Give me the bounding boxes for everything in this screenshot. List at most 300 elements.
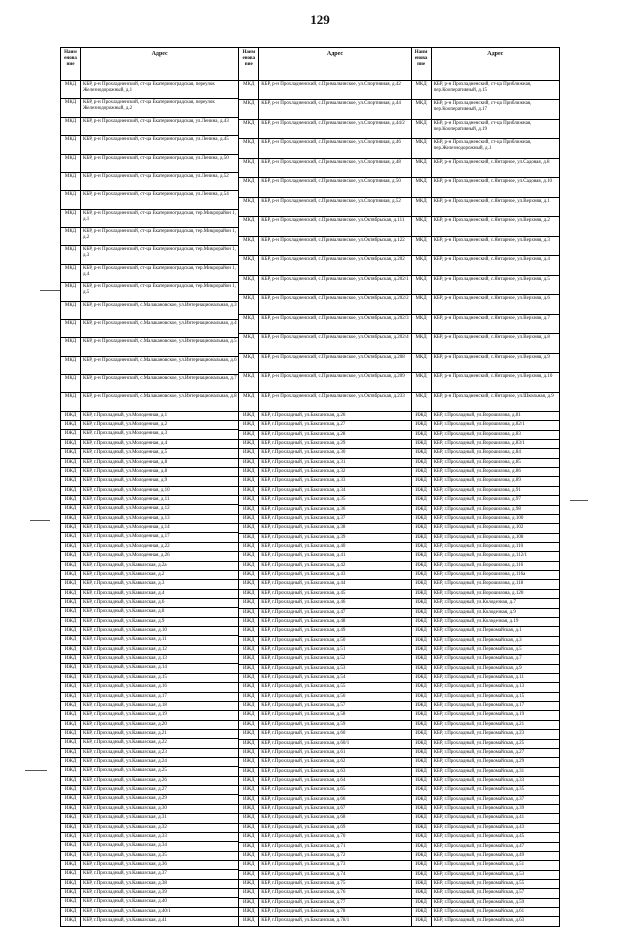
address-cell: КБР, р-н Прохладненский, ст-ца Екатериноградская, переулок Железнодорожный, д.2 (83, 100, 215, 112)
address-cell: КБР, р-н Прохладненский, с.Малакановское, ул.Интернациональная, д.3 (83, 302, 237, 308)
kind-cell: ИЖД (239, 843, 259, 851)
address-cell: КБР, г.Прохладный, ул.Молоденная, д.22 (83, 543, 170, 549)
address-cell: КБР, г.Прохладный, ул.Ворошилова, д.100 (433, 515, 524, 521)
kind-cell: ИЖД (239, 824, 259, 832)
table-row (61, 805, 238, 814)
address-cell: КБР, р-н Прохладненский, с.Янтарное, ул.Верхняя, д.6 (433, 296, 550, 302)
table-row (239, 421, 410, 430)
address-cell: КБР, г.Прохладный, ул.Первомайская, д.45 (433, 834, 525, 840)
address-cell: КБР, г.Прохладный, ул.Колодезная, д.7 (433, 600, 516, 606)
kind-cell: ИЖД (239, 506, 259, 514)
table-row (239, 683, 410, 692)
address-cell: КБР, г.Прохладный, ул.Кавказская, д.36 (83, 862, 167, 867)
margin-mark (40, 290, 60, 291)
kind-cell: МКД (412, 120, 432, 138)
address-cell: КБР, г.Прохладный, ул.Ворошилова, д.112/1 (433, 553, 528, 559)
kind-cell: ИЖД (412, 833, 432, 841)
table-row (61, 412, 238, 421)
table-row (412, 599, 559, 608)
table-row (239, 543, 410, 552)
address-cell: КБР, р-н Прохладненский, с.Янтарное, ул.Верхняя, д.1 (433, 198, 550, 204)
table-row (239, 477, 410, 486)
table-row (239, 139, 410, 158)
address-cell: КБР, р-н Прохладненский, с.Янтарное, ул.Верхняя, д.10 (433, 374, 553, 380)
kind-cell: ИЖД (239, 646, 259, 654)
kind-cell: ИЖД (239, 852, 259, 860)
kind-cell: ИЖД (61, 814, 81, 822)
kind-cell: ИЖД (61, 664, 81, 672)
address-cell: КБР, г.Прохладный, ул.Кавказская, д.33 (83, 833, 167, 839)
address-cell: КБР, г.Прохладный, ул.Кавказская, д.11 (83, 637, 167, 643)
kind-cell: ИЖД (412, 449, 432, 457)
kind-cell: ИЖД (412, 721, 432, 729)
table-row (239, 730, 410, 739)
table-row (239, 459, 410, 468)
address-cell: КБР, г.Прохладный, ул.Колодезная, д.9 (433, 609, 516, 615)
address-cell: КБР, г.Прохладный, ул.Кавказская, д.16 (83, 684, 167, 690)
address-cell: КБР, г.Прохладный, ул.Первомайская, д.11 (433, 675, 524, 681)
table-row (61, 302, 238, 320)
address-table (60, 47, 560, 927)
table-row (61, 357, 238, 375)
header-kind: Наим енова ние (239, 48, 259, 80)
address-cell: КБР, г.Прохладный, ул.Баксанская, д.47 (261, 609, 346, 615)
table-row (412, 562, 559, 571)
kind-cell: ИЖД (61, 608, 81, 616)
table-row (412, 421, 559, 430)
table-row (61, 608, 238, 617)
kind-cell: ИЖД (412, 702, 432, 710)
kind-cell: ИЖД (61, 655, 81, 663)
table-row (412, 393, 559, 412)
address-cell: КБР, г.Прохладный, ул.Кавказская, д.2а (83, 562, 167, 568)
table-row (61, 393, 238, 411)
table-row (412, 515, 559, 524)
table-row (239, 552, 410, 561)
table-row (61, 81, 238, 99)
address-cell: КБР, г.Прохладный, ул.Баксанская, д.31 (261, 459, 346, 465)
table-column-2 (239, 47, 411, 927)
kind-cell: МКД (61, 155, 81, 172)
header-address: Адрес (487, 51, 504, 57)
kind-cell: ИЖД (61, 487, 81, 495)
kind-cell: ИЖД (61, 861, 81, 869)
kind-cell: ИЖД (412, 843, 432, 851)
address-cell: КБР, р-н Прохладненский, ст-ца Приближная, пер.Железнодорожный, д.1 (433, 140, 532, 152)
kind-cell: ИЖД (61, 459, 81, 467)
table-row (412, 749, 559, 758)
address-cell: КБР, г.Прохладный, ул.Баксанская, д.69 (261, 824, 346, 830)
kind-cell: ИЖД (239, 431, 259, 439)
table-row (412, 139, 559, 158)
kind-cell: МКД (61, 81, 81, 98)
address-cell: КБР, г.Прохладный, ул.Ворошилова, д.120 (433, 590, 524, 596)
address-cell: КБР, р-н Прохладненский, ст-ца Екатериноградская, ул.Ленина, д.52 (83, 173, 229, 179)
address-cell: КБР, г.Прохладный, ул.Первомайская, д.21 (433, 721, 525, 727)
kind-cell: ИЖД (412, 487, 432, 495)
kind-cell: ИЖД (239, 627, 259, 635)
kind-cell: ИЖД (61, 693, 81, 701)
address-cell: КБР, г.Прохладный, ул.Кавказская, д.29 (83, 796, 167, 802)
kind-cell: МКД (412, 256, 432, 274)
kind-cell: МКД (61, 265, 81, 282)
table-row (239, 833, 410, 842)
address-cell: КБР, г.Прохладный, ул.Первомайская, д.59 (433, 899, 525, 905)
table-row (412, 100, 559, 119)
kind-cell: МКД (239, 256, 259, 274)
table-row (412, 824, 559, 833)
kind-cell: ИЖД (239, 665, 259, 673)
table-row (412, 777, 559, 786)
table-row (239, 496, 410, 505)
address-cell: КБР, р-н Прохладненский, с.Янтарное, ул.Верхняя, д.8 (433, 335, 550, 341)
address-cell: КБР, г.Прохладный, ул.Баксанская, д.70 (261, 834, 346, 840)
kind-cell: МКД (61, 302, 81, 319)
table-row (239, 740, 410, 749)
address-cell: КБР, г.Прохладный, ул.Кавказская, д.40 (83, 899, 167, 905)
address-cell: КБР, г.Прохладный, ул.Первомайская, д.49 (433, 852, 525, 858)
table-row (61, 908, 238, 917)
table-row (412, 468, 559, 477)
kind-cell: ИЖД (412, 796, 432, 804)
kind-cell: ИЖД (61, 824, 81, 832)
table-row (239, 237, 410, 256)
table-row (412, 459, 559, 468)
kind-cell: ИЖД (412, 496, 432, 504)
address-cell: КБР, г.Прохладный, ул.Кавказская, д.14 (83, 665, 167, 671)
address-cell: КБР, г.Прохладный, ул.Баксанская, д.29 (261, 441, 346, 447)
address-cell: КБР, г.Прохладный, ул.Баксанская, д.59 (261, 721, 346, 727)
address-cell: КБР, г.Прохладный, ул.Колодезная, д.19 (433, 618, 519, 624)
table-row (239, 627, 410, 636)
kind-cell: ИЖД (412, 908, 432, 916)
address-cell: КБР, г.Прохладный, ул.Ворошилова, д.82/1 (433, 422, 525, 428)
kind-cell: МКД (412, 393, 432, 411)
address-cell: КБР, г.Прохладный, ул.Молоденная, д.1 (83, 412, 168, 418)
kind-cell: ИЖД (61, 758, 81, 766)
address-cell: КБР, г.Прохладный, ул.Баксанская, д.63 (261, 768, 346, 774)
address-cell: КБР, г.Прохладный, ул.Ворошилова, д.85 (433, 459, 521, 465)
table-row (61, 683, 238, 692)
kind-cell: ИЖД (412, 627, 432, 635)
kind-cell: ИЖД (61, 749, 81, 757)
address-cell: КБР, р-н Прохладненский, с.Прималкинское, ул.Октябрьская, д.202/2 (261, 296, 409, 302)
table-row (412, 674, 559, 683)
kind-cell: ИЖД (61, 683, 81, 691)
address-cell: КБР, г.Прохладный, ул.Кавказская, д.12 (83, 646, 167, 652)
kind-cell: ИЖД (412, 889, 432, 897)
address-cell: КБР, г.Прохладный, ул.Ворошилова, д.102 (433, 525, 524, 531)
table-row (412, 81, 559, 100)
kind-cell: ИЖД (239, 917, 259, 925)
table-row (61, 191, 238, 209)
kind-cell: ИЖД (412, 412, 432, 420)
table-row (61, 459, 238, 468)
address-cell: КБР, г.Прохладный, ул.Молоденная, д.9 (83, 478, 168, 484)
address-cell: КБР, г.Прохладный, ул.Ворошилова, д.116 (433, 562, 524, 568)
kind-cell: ИЖД (61, 917, 81, 925)
table-row (239, 917, 410, 926)
address-cell: КБР, г.Прохладный, ул.Первомайская, д.31 (433, 768, 525, 774)
address-cell: КБР, г.Прохладный, ул.Первомайская, д.47 (433, 843, 525, 849)
address-cell: КБР, г.Прохладный, ул.Молоденная, д.3 (83, 431, 168, 437)
address-cell: КБР, г.Прохладный, ул.Ворошилова, д.116а (433, 572, 526, 578)
kind-cell: ИЖД (61, 833, 81, 841)
address-cell: КБР, г.Прохладный, ул.Первомайская, д.27 (433, 749, 525, 755)
table-row (239, 440, 410, 449)
address-cell: КБР, г.Прохладный, ул.Баксанская, д.62 (261, 759, 346, 765)
table-row (239, 786, 410, 795)
address-cell: КБР, г.Прохладный, ул.Баксанская, д.28 (261, 431, 346, 437)
table-row (412, 477, 559, 486)
table-row (412, 768, 559, 777)
table-row (61, 320, 238, 338)
kind-cell: МКД (239, 159, 259, 177)
kind-cell: ИЖД (61, 477, 81, 485)
table-row (412, 786, 559, 795)
address-cell: КБР, г.Прохладный, ул.Кавказская, д.30 (83, 805, 167, 811)
table-row (412, 159, 559, 178)
table-row (239, 609, 410, 618)
table-header (239, 47, 410, 81)
kind-cell: ИЖД (61, 618, 81, 626)
address-cell: КБР, г.Прохладный, ул.Баксанская, д.64 (261, 777, 346, 783)
table-row (239, 749, 410, 758)
address-cell: КБР, г.Прохладный, ул.Кавказская, д.18 (83, 702, 167, 708)
address-cell: КБР, г.Прохладный, ул.Баксанская, д.60 (261, 731, 346, 737)
kind-cell: ИЖД (412, 730, 432, 738)
address-cell: КБР, г.Прохладный, ул.Баксанская, д.57 (261, 703, 346, 709)
kind-cell: ИЖД (239, 740, 259, 748)
table-row (412, 373, 559, 392)
address-cell: КБР, г.Прохладный, ул.Первомайская, д.57 (433, 890, 525, 896)
table-row (239, 618, 410, 627)
table-row (61, 468, 238, 477)
kind-cell: ИЖД (239, 459, 259, 467)
address-cell: КБР, г.Прохладный, ул.Кавказская, д.20 (83, 721, 167, 727)
address-cell: КБР, р-н Прохладненский, с.Малакановское, ул.Интернациональная, д.8 (83, 394, 237, 400)
table-row (61, 824, 238, 833)
address-cell: КБР, г.Прохладный, ул.Ворошилова, д.110 (433, 544, 524, 549)
address-cell: КБР, г.Прохладный, ул.Первомайская, д.7 (433, 656, 522, 662)
table-row (61, 814, 238, 823)
address-cell: КБР, г.Прохладный, ул.Молоденная, д.11 (83, 496, 170, 502)
kind-cell: ИЖД (239, 899, 259, 907)
address-cell: КБР, г.Прохладный, ул.Баксанская, д.71 (261, 843, 346, 849)
kind-cell: ИЖД (61, 880, 81, 888)
address-cell: КБР, г.Прохладный, ул.Баксанская, д.40 (261, 544, 346, 549)
address-cell: КБР, г.Прохладный, ул.Кавказская, д.38 (83, 880, 167, 886)
table-row (239, 256, 410, 275)
address-cell: КБР, г.Прохладный, ул.Баксанская, д.27 (261, 422, 346, 428)
header-address: Адрес (326, 51, 343, 57)
kind-cell: МКД (61, 283, 81, 300)
table-row (239, 693, 410, 702)
kind-cell: ИЖД (239, 440, 259, 448)
kind-cell: ИЖД (61, 533, 81, 541)
kind-cell: МКД (412, 178, 432, 196)
kind-cell: МКД (239, 276, 259, 294)
table-row (61, 562, 238, 571)
address-cell: КБР, г.Прохладный, ул.Первомайская, д.19 (433, 712, 525, 718)
kind-cell: ИЖД (61, 674, 81, 682)
kind-cell: МКД (61, 173, 81, 190)
kind-cell: МКД (239, 100, 259, 118)
kind-cell: ИЖД (412, 899, 432, 907)
table-row (412, 655, 559, 664)
table-row (239, 861, 410, 870)
table-row (61, 786, 238, 795)
address-cell: КБР, р-н Прохладненский, с.Прималкинское, ул.Октябрьская, д.233 (261, 393, 405, 399)
kind-cell: ИЖД (412, 637, 432, 645)
address-cell: КБР, г.Прохладный, ул.Баксанская, д.76 (261, 890, 346, 896)
table-row (239, 524, 410, 533)
table-row (412, 580, 559, 589)
address-cell: КБР, г.Прохладный, ул.Баксанская, д.43 (261, 572, 346, 578)
table-row (239, 295, 410, 314)
address-cell: КБР, р-н Прохладненский, с.Прималкинское, ул.Спортивная, д.46 (261, 140, 401, 146)
address-cell: КБР, р-н Прохладненский, с.Прималкинское, ул.Октябрьская, д.111 (261, 218, 405, 224)
address-cell: КБР, г.Прохладный, ул.Баксанская, д.66 (261, 796, 346, 802)
table-row (61, 655, 238, 664)
kind-cell: ИЖД (412, 758, 432, 766)
address-cell: КБР, г.Прохладный, ул.Кавказская, д.3 (83, 581, 165, 587)
kind-cell: ИЖД (412, 777, 432, 785)
address-cell: КБР, г.Прохладный, ул.Молоденная, д.17 (83, 534, 170, 540)
table-row (412, 852, 559, 861)
address-cell: КБР, р-н Прохладненский, ст-ца Екатериноградская, переулок Железнодорожный, д.1 (83, 82, 215, 93)
address-cell: КБР, р-н Прохладненский, с.Янтарное, ул.Садовая, д.10 (433, 179, 552, 185)
address-cell: КБР, г.Прохладный, ул.Молоденная, д.26 (83, 553, 170, 559)
address-cell: КБР, р-н Прохладненский, ст-ца Екатериноградская, тер.Микрорайон 1, д.4 (83, 265, 236, 277)
address-cell: КБР, р-н Прохладненский, ст-ца Екатериноградская, ул.Ленина, д.43 (83, 118, 229, 124)
table-row (61, 870, 238, 879)
kind-cell: ИЖД (61, 580, 81, 588)
kind-cell: ИЖД (239, 908, 259, 916)
address-cell: КБР, р-н Прохладненский, с.Прималкинское, ул.Спортивная, д.52 (261, 198, 401, 204)
table-row (412, 889, 559, 898)
kind-cell: ИЖД (239, 730, 259, 738)
table-row (239, 777, 410, 786)
address-cell: КБР, г.Прохладный, ул.Баксанская, д.39 (261, 534, 346, 540)
table-row (239, 178, 410, 197)
table-row (412, 590, 559, 599)
address-cell: КБР, р-н Прохладненский, с.Янтарное, ул.Верхняя, д.5 (433, 276, 550, 282)
table-row (61, 795, 238, 804)
table-row (61, 590, 238, 599)
kind-cell: ИЖД (61, 702, 81, 710)
kind-cell: ИЖД (239, 468, 259, 476)
table-row (61, 636, 238, 645)
kind-cell: ИЖД (61, 552, 81, 560)
header-kind: Наим енова ние (412, 48, 432, 80)
kind-cell: МКД (61, 375, 81, 392)
table-row (412, 843, 559, 852)
address-cell: КБР, г.Прохладный, ул.Молоденная, д.2 (83, 422, 168, 428)
address-cell: КБР, г.Прохладный, ул.Ворошилова, д.108 (433, 534, 524, 540)
address-cell: КБР, г.Прохладный, ул.Баксанская, д.58 (261, 712, 346, 718)
table-row (61, 767, 238, 776)
address-cell: КБР, г.Прохладный, ул.Баксанская, д.77 (261, 899, 346, 905)
address-cell: КБР, р-н Прохладненский, с.Янтарное, ул.Верхняя, д.4 (433, 257, 550, 263)
address-cell: КБР, г.Прохладный, ул.Первомайская, д.29 (433, 759, 525, 765)
kind-cell: ИЖД (239, 609, 259, 617)
table-row (61, 552, 238, 561)
kind-cell: ИЖД (239, 889, 259, 897)
address-cell: КБР, р-н Прохладненский, ст-ца Екатериноградская, ул.Ленина, д.54 (83, 192, 229, 198)
address-cell: КБР, г.Прохладный, ул.Молоденная, д.5 (83, 450, 168, 456)
kind-cell: ИЖД (412, 562, 432, 570)
table-row (239, 852, 410, 861)
kind-cell: ИЖД (61, 842, 81, 850)
address-cell: КБР, г.Прохладный, ул.Кавказская, д.22 (83, 740, 167, 746)
address-cell: КБР, р-н Прохладненский, ст-ца Екатериноградская, тер.Микрорайон 1, д.3 (83, 247, 236, 259)
address-cell: КБР, р-н Прохладненский, с.Прималкинское, ул.Октябрьская, д.208 (261, 354, 405, 360)
kind-cell: ИЖД (239, 758, 259, 766)
address-cell: КБР, г.Прохладный, ул.Кавказская, д.2 (83, 571, 165, 577)
kind-cell: МКД (239, 178, 259, 196)
address-cell: КБР, г.Прохладный, ул.Кавказская, д.6 (83, 599, 165, 605)
address-cell: КБР, г.Прохладный, ул.Баксанская, д.35 (261, 497, 346, 503)
table-row (61, 283, 238, 301)
kind-cell: ИЖД (239, 693, 259, 701)
address-cell: КБР, г.Прохладный, ул.Первомайская, д.13 (433, 684, 525, 690)
page-number: 129 (310, 12, 330, 27)
table-row (61, 880, 238, 889)
address-cell: КБР, р-н Прохладненский, ст-ца Приближная, пер.Кооперативный, д.15 (433, 82, 532, 93)
kind-cell: ИЖД (412, 768, 432, 776)
table-row (239, 515, 410, 524)
kind-cell: МКД (61, 136, 81, 153)
kind-cell: ИЖД (412, 506, 432, 514)
table-row (61, 739, 238, 748)
table-row (239, 655, 410, 664)
kind-cell: ИЖД (239, 562, 259, 570)
table-row (412, 496, 559, 505)
table-row (412, 646, 559, 655)
table-row (412, 627, 559, 636)
kind-cell: ИЖД (412, 599, 432, 607)
address-cell: КБР, г.Прохладный, ул.Кавказская, д.34 (83, 843, 167, 849)
address-cell: КБР, р-н Прохладненский, с.Янтарное, ул.Верхняя, д.3 (433, 237, 550, 243)
table-row (239, 354, 410, 373)
address-cell: КБР, г.Прохладный, ул.Баксанская, д.67 (261, 806, 346, 812)
kind-cell: ИЖД (412, 740, 432, 748)
address-cell: КБР, г.Прохладный, ул.Кавказская, д.4 (83, 590, 165, 596)
kind-cell: ИЖД (61, 739, 81, 747)
table-row (412, 524, 559, 533)
table-row (61, 173, 238, 191)
kind-cell: МКД (61, 246, 81, 263)
table-row (412, 276, 559, 295)
table-column-3 (412, 47, 560, 927)
table-column-1 (60, 47, 239, 927)
table-row (61, 338, 238, 356)
table-row (412, 237, 559, 256)
table-row (239, 637, 410, 646)
kind-cell: МКД (61, 118, 81, 135)
address-cell: КБР, г.Прохладный, ул.Баксанская, д.42 (261, 562, 346, 568)
address-cell: КБР, г.Прохладный, ул.Баксанская, д.56 (261, 693, 346, 699)
address-cell: КБР, г.Прохладный, ул.Молоденная, д.8 (83, 468, 168, 474)
table-row (239, 721, 410, 730)
table-row (239, 711, 410, 720)
table-row (412, 730, 559, 739)
kind-cell: ИЖД (412, 786, 432, 794)
table-row (61, 430, 238, 439)
table-row (61, 487, 238, 496)
table-row (239, 805, 410, 814)
